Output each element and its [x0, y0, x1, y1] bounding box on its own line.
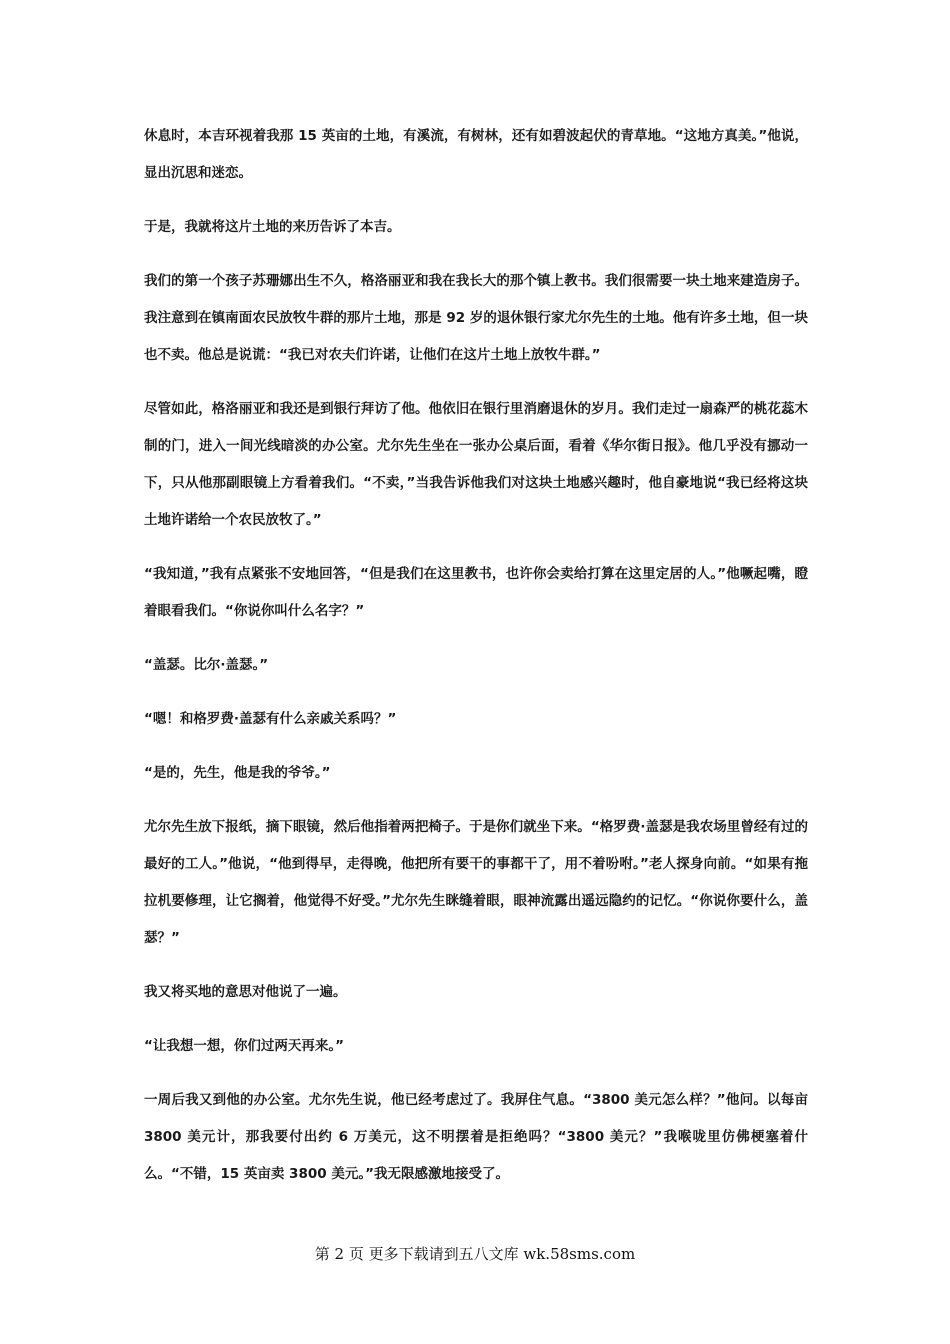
- paragraph: “盖瑟。比尔·盖瑟。”: [144, 657, 269, 673]
- page-footer: 第 2 页 更多下载请到五八文库 wk.58sms.com: [314, 1245, 636, 1263]
- paragraph: 我们的第一个孩子苏珊娜出生不久，格洛丽亚和我在我长大的那个镇上教书。我们很需要一块土地来建造房子。我注意到在镇南面农民放牧牛群的那片土地，那是 92 岁的退休银行家尤尔先生的土地。他有许多土地，但一块也不卖。他总是说谎：“我已对农夫们许诺，让他们在这片土地上放牧牛群。”: [144, 273, 808, 363]
- paragraph: “我知道，”我有点紧张不安地回答，“但是我们在这里教书，也许你会卖给打算在这里定居的人。”他噘起嘴，瞪着眼看我们。“你说你叫什么名字？”: [144, 566, 808, 619]
- paragraph: 于是，我就将这片土地的来历告诉了本吉。: [144, 219, 401, 235]
- paragraph: 休息时，本吉环视着我那 15 英亩的土地，有溪流，有树林，还有如碧波起伏的青草地。“这地方真美。”他说，显出沉思和迷恋。: [144, 128, 808, 181]
- paragraph: 尤尔先生放下报纸，摘下眼镜，然后他指着两把椅子。于是你们就坐下来。“格罗费·盖瑟是我农场里曾经有过的最好的工人。”他说，“他到得早，走得晚，他把所有要干的事都干了，用不着吩咐。”老人探身向前。“如果有拖拉机要修理，让它搁着，他觉得不好受。”尤尔先生眯缝着眼，眼神流露出遥远隐约的记忆。“你说你要什么，盖瑟？”: [144, 819, 808, 946]
- paragraph: 一周后我又到他的办公室。尤尔先生说，他已经考虑过了。我屏住气息。“3800 美元怎么样？”他问。以每亩 3800 美元计，那我要付出约 6 万美元，这不明摆着是拒绝吗？“3800 美元？”我喉咙里仿佛梗塞着什么。“不错，15 英亩卖 3800 美元。”我无限感激地接受了。: [144, 1092, 808, 1182]
- paragraph: “是的，先生，他是我的爷爷。”: [144, 765, 331, 781]
- article-body: [144, 118, 808, 1210]
- paragraph: 我又将买地的意思对他说了一遍。: [144, 984, 347, 1000]
- paragraph: “嗯！和格罗费·盖瑟有什么亲戚关系吗？”: [144, 711, 397, 727]
- paragraph: 尽管如此，格洛丽亚和我还是到银行拜访了他。他依旧在银行里消磨退休的岁月。我们走过一扇森严的桃花蕊木制的门，进入一间光线暗淡的办公室。尤尔先生坐在一张办公桌后面，看着《华尔街日报》。他几乎没有挪动一下，只从他那副眼镜上方看着我们。“不卖，”当我告诉他我们对这块土地感兴趣时，他自豪地说“我已经将这块土地许诺给一个农民放牧了。”: [144, 401, 808, 528]
- paragraph: “让我想一想，你们过两天再来。”: [144, 1038, 344, 1054]
